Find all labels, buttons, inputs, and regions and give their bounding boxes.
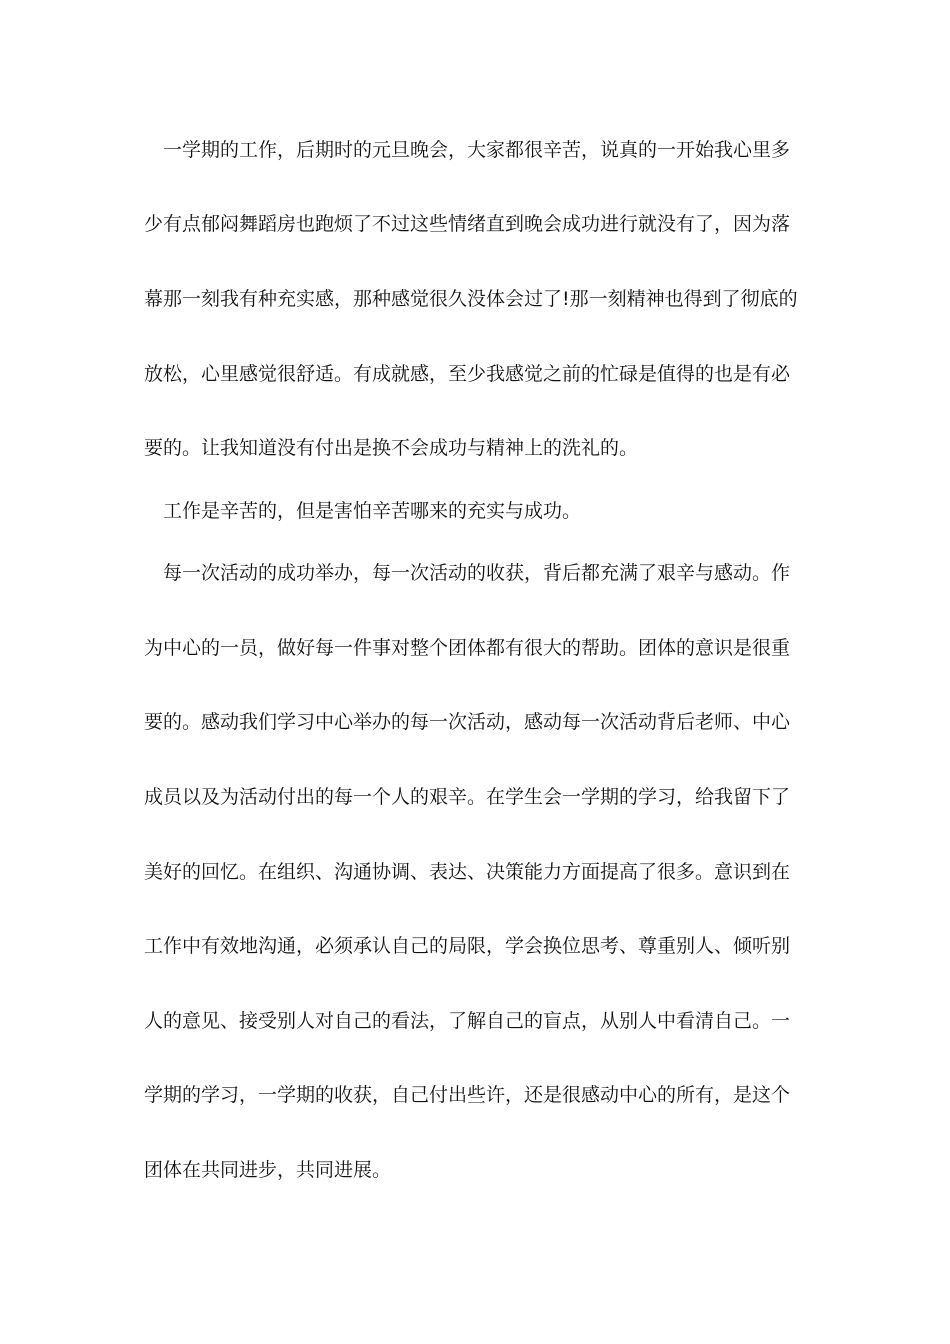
paragraph-3-line-3: 要的。感动我们学习中心举办的每一次活动，感动每一次活动背后老师、中心: [144, 711, 791, 733]
paragraph-3-line-1: 每一次活动的成功举办，每一次活动的收获，背后都充满了艰辛与感动。作: [163, 562, 791, 584]
paragraph-1-line-3: 幕那一刻我有种充实感，那种感觉很久没体会过了!那一刻精神也得到了彻底的: [144, 288, 798, 310]
paragraph-3-line-8: 学期的学习，一学期的收获，自己付出些许，还是很感动中心的所有，是这个: [144, 1084, 791, 1106]
paragraph-1-line-4: 放松，心里感觉很舒适。有成就感，至少我感觉之前的忙碌是值得的也是有必: [144, 363, 791, 385]
paragraph-1-line-5: 要的。让我知道没有付出是换不会成功与精神上的洗礼的。: [144, 437, 639, 459]
paragraph-3-line-4: 成员以及为活动付出的每一个人的艰辛。在学生会一学期的学习，给我留下了: [144, 786, 791, 808]
paragraph-1-line-1: 一学期的工作，后期时的元旦晚会，大家都很辛苦，说真的一开始我心里多: [163, 139, 791, 161]
paragraph-3-line-6: 工作中有效地沟通，必须承认自己的局限，学会换位思考、尊重别人、倾听别: [144, 935, 791, 957]
paragraph-3-line-9: 团体在共同进步，共同进展。: [144, 1159, 392, 1181]
paragraph-2-line-1: 工作是辛苦的，但是害怕辛苦哪来的充实与成功。: [163, 500, 582, 522]
paragraph-3-line-5: 美好的回忆。在组织、沟通协调、表达、决策能力方面提高了很多。意识到在: [144, 861, 791, 883]
paragraph-3-line-7: 人的意见、接受别人对自己的看法，了解自己的盲点，从别人中看清自己。一: [144, 1010, 791, 1032]
paragraph-1-line-2: 少有点郁闷舞蹈房也跑烦了不过这些情绪直到晚会成功进行就没有了，因为落: [144, 213, 791, 235]
paragraph-3-line-2: 为中心的一员，做好每一件事对整个团体都有很大的帮助。团体的意识是很重: [144, 637, 791, 659]
